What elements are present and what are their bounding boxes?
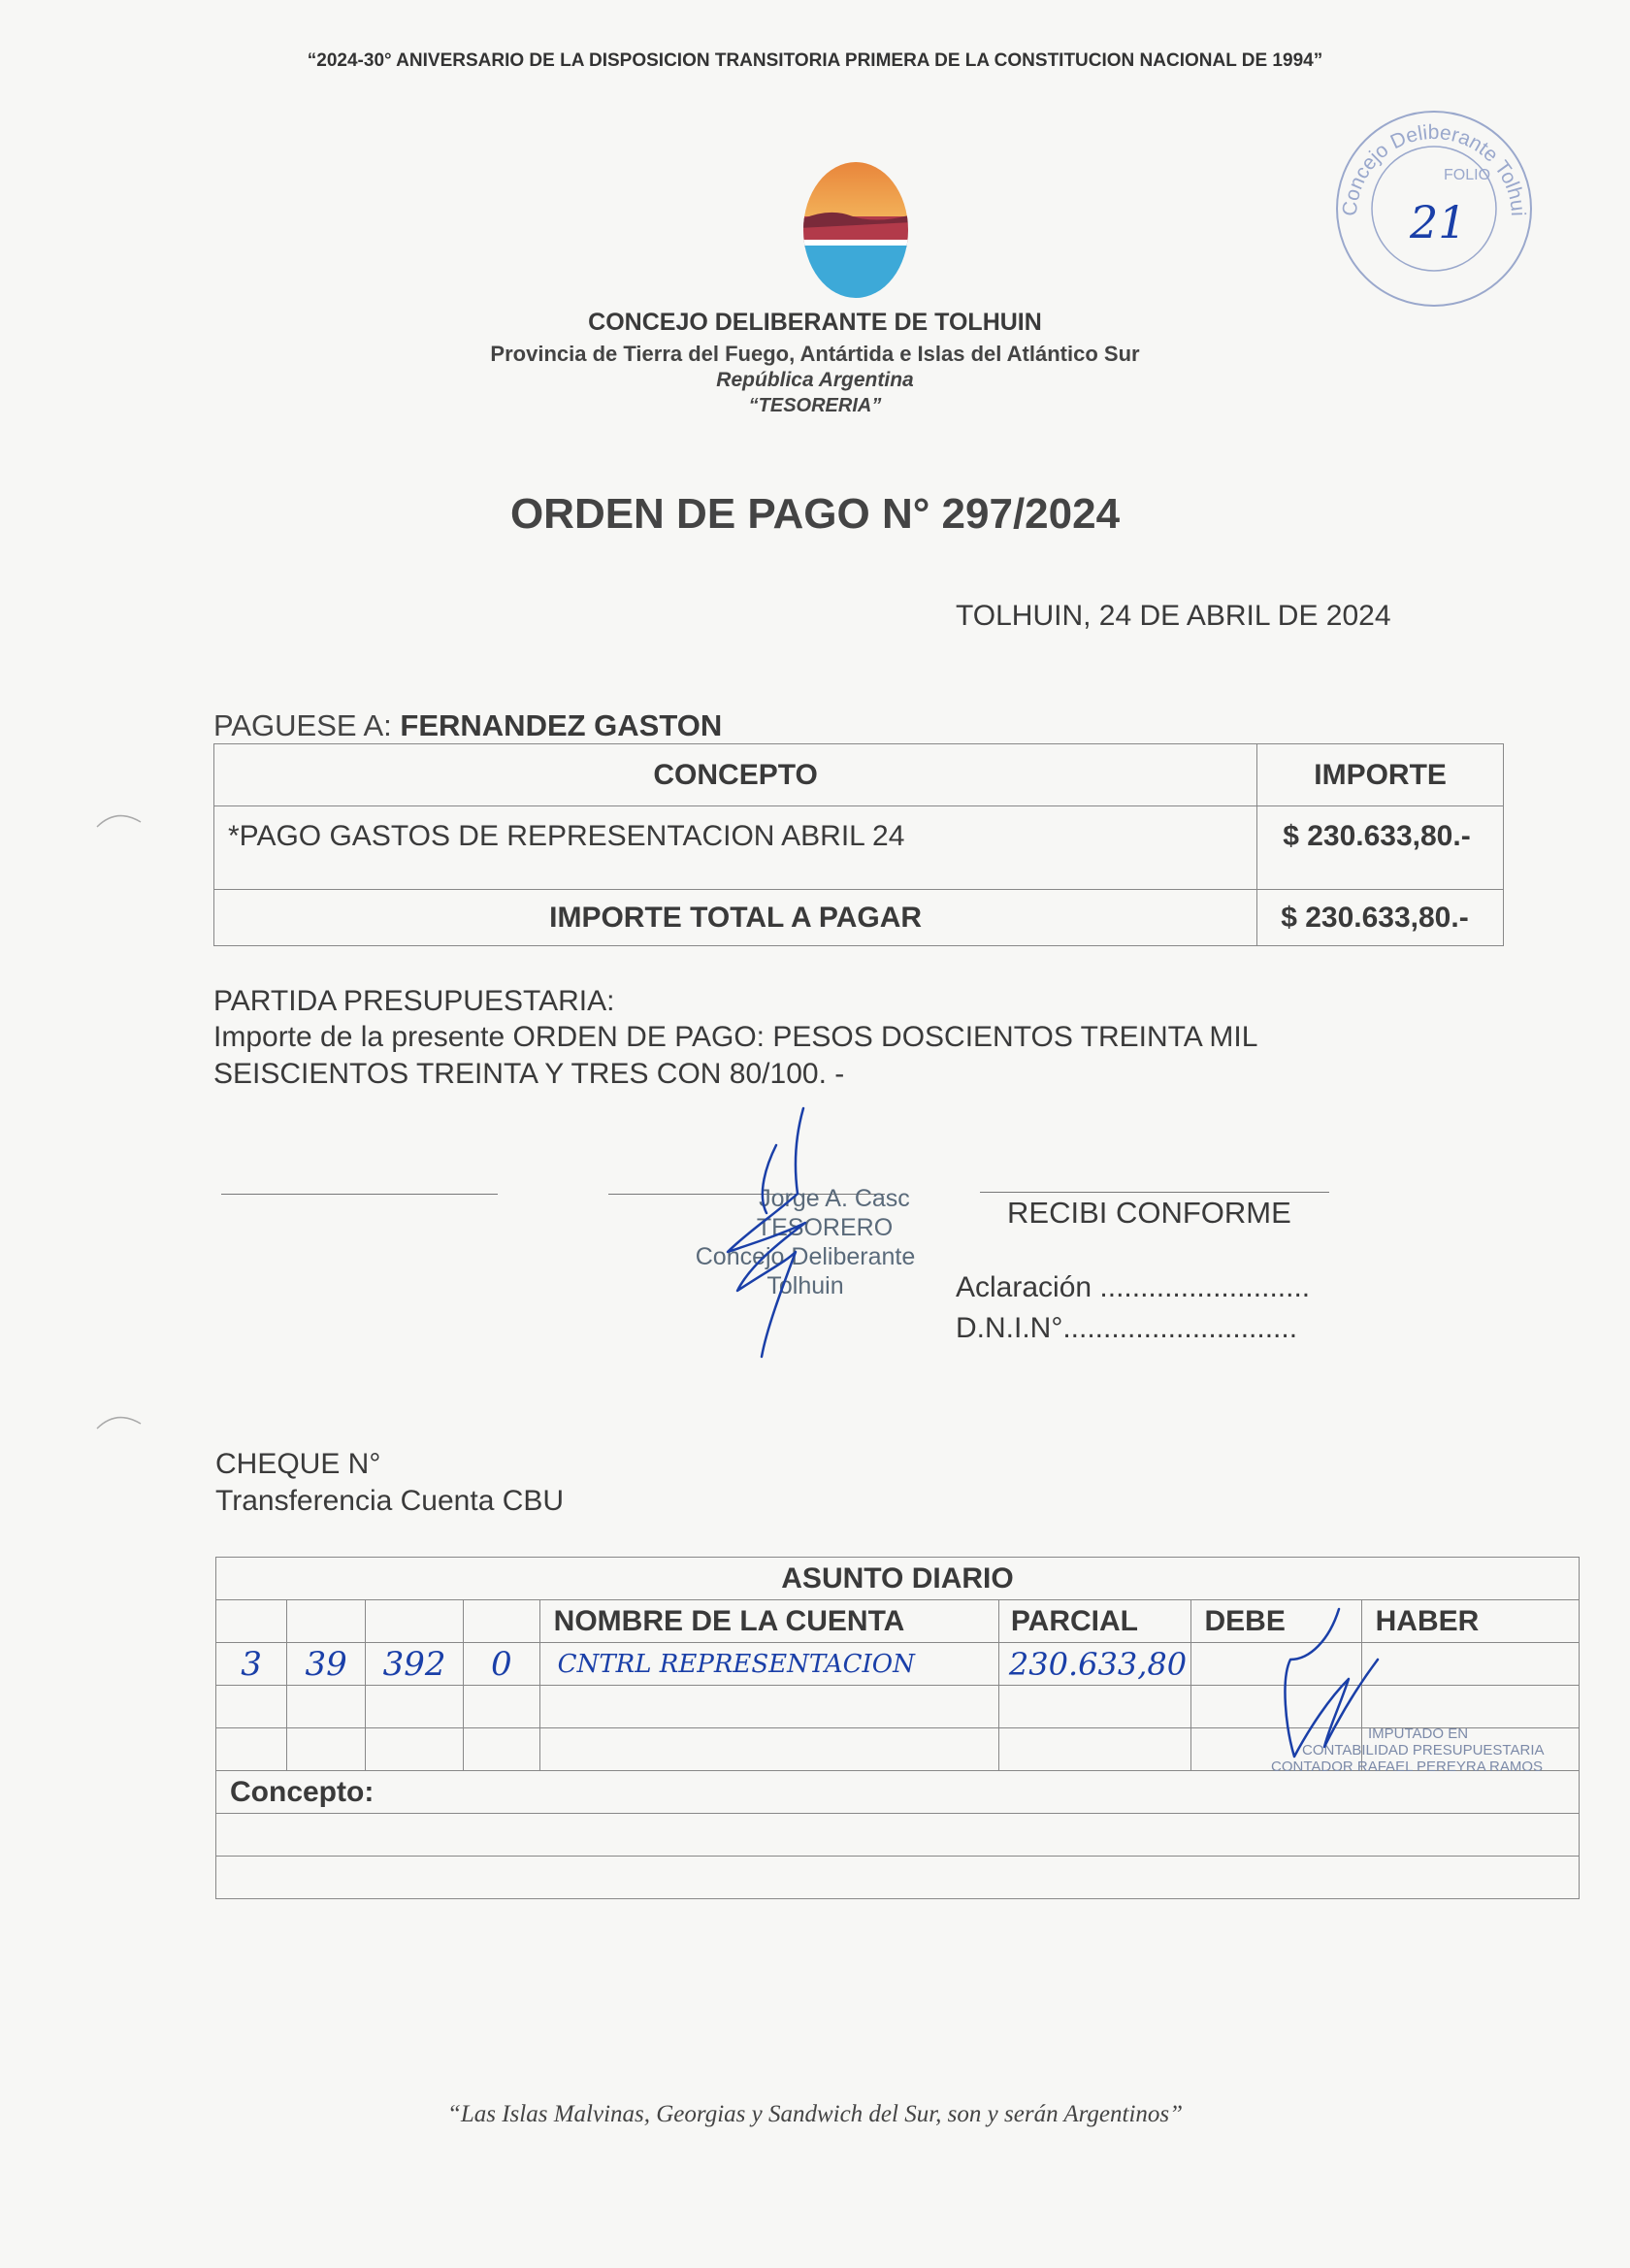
dni-field: D.N.I.N°............................. [956, 1312, 1298, 1344]
punch-hole-mark [92, 807, 150, 837]
payee-line [213, 708, 722, 743]
hand-code-4: 0 [464, 1643, 540, 1686]
province-line: Provincia de Tierra del Fuego, Antártida e Islas del Atlántico Sur [490, 342, 1140, 366]
partial-header: PARCIAL [998, 1600, 1190, 1643]
debit-header: DEBE [1190, 1600, 1361, 1643]
credit-header: HABER [1361, 1600, 1579, 1643]
transfer-label: Transferencia Cuenta CBU [215, 1485, 565, 1517]
hand-account: CNTRL REPRESENTACION [539, 1643, 998, 1686]
cheque-label: CHEQUE N° [215, 1448, 381, 1480]
hand-code-1: 3 [216, 1643, 287, 1686]
amount-in-words [213, 1019, 1426, 1093]
folio-number: 21 [1410, 196, 1467, 248]
diary-title: ASUNTO DIARIO [216, 1558, 1580, 1600]
concept-label: Concepto: [216, 1771, 1580, 1814]
accounting-stamp-line-1: IMPUTADO EN [1368, 1726, 1469, 1742]
folio-stamp [1327, 102, 1541, 315]
stamp-arc-text: Concejo Deliberante Tolhui [1338, 120, 1530, 217]
signer-name: Jorge A. Casc [759, 1185, 910, 1212]
signer-org: Concejo Deliberante Tolhuin [695, 1243, 916, 1299]
hand-code-2: 39 [287, 1643, 366, 1686]
treasurer-signature [708, 1106, 844, 1359]
anniversary-banner: “2024-30° ANIVERSARIO DE LA DISPOSICION TRANSITORIA PRIMERA DE LA CONSTITUCION NACIONAL DE 1994” [307, 50, 1323, 71]
accounting-stamp-line-3: CONTADOR RAFAEL PEREYRA RAMOS [1271, 1759, 1544, 1775]
concept-table [213, 743, 1504, 946]
council-logo [799, 160, 912, 301]
amount-cell: $ 230.633,80.- [1257, 806, 1504, 890]
hand-partial: 230.633,80 [998, 1643, 1190, 1686]
order-title: ORDEN DE PAGO N° 297/2024 [509, 490, 1121, 538]
diary-initials [1271, 1601, 1407, 1795]
amount-words-line-1: Importe de la presente ORDEN DE PAGO: PESOS DOSCIENTOS TREINTA MIL [213, 1021, 1258, 1053]
accounting-stamp-line-2: CONTABILIDAD PRESUPUESTARIA [1302, 1742, 1545, 1759]
concept-header: CONCEPTO [214, 744, 1257, 806]
hand-code-3: 392 [366, 1643, 464, 1686]
account-header: NOMBRE DE LA CUENTA [539, 1600, 998, 1643]
budget-label: PARTIDA PRESUPUESTARIA: [213, 985, 615, 1017]
total-label: IMPORTE TOTAL A PAGAR [214, 890, 1257, 946]
signature-line-left [221, 1194, 498, 1195]
amount-header: IMPORTE [1257, 744, 1504, 806]
punch-hole-mark [92, 1409, 150, 1438]
payee-label: PAGUESE A: [213, 708, 392, 742]
aclaracion-field: Aclaración .......................... [956, 1271, 1311, 1303]
stamp-label: FOLIO [1444, 167, 1491, 183]
republic-line: República Argentina [716, 369, 914, 391]
received-label: RECIBI CONFORME [1007, 1196, 1291, 1230]
signature-line-receiver [980, 1192, 1329, 1193]
total-amount: $ 230.633,80.- [1257, 890, 1504, 946]
signer-role: TESORERO [756, 1214, 894, 1241]
footer-motto: “Las Islas Malvinas, Georgias y Sandwich del Sur, son y serán Argentinos” [446, 2101, 1184, 2127]
department-line: “TESORERIA” [748, 395, 882, 416]
amount-words-line-2: SEISCIENTOS TREINTA Y TRES CON 80/100. - [213, 1058, 845, 1090]
payee-name: FERNANDEZ GASTON [400, 708, 723, 742]
place-date: TOLHUIN, 24 DE ABRIL DE 2024 [956, 600, 1391, 632]
table-row [214, 806, 1504, 890]
concept-cell: *PAGO GASTOS DE REPRESENTACION ABRIL 24 [214, 806, 1257, 890]
org-name: CONCEJO DELIBERANTE DE TOLHUIN [588, 309, 1042, 336]
